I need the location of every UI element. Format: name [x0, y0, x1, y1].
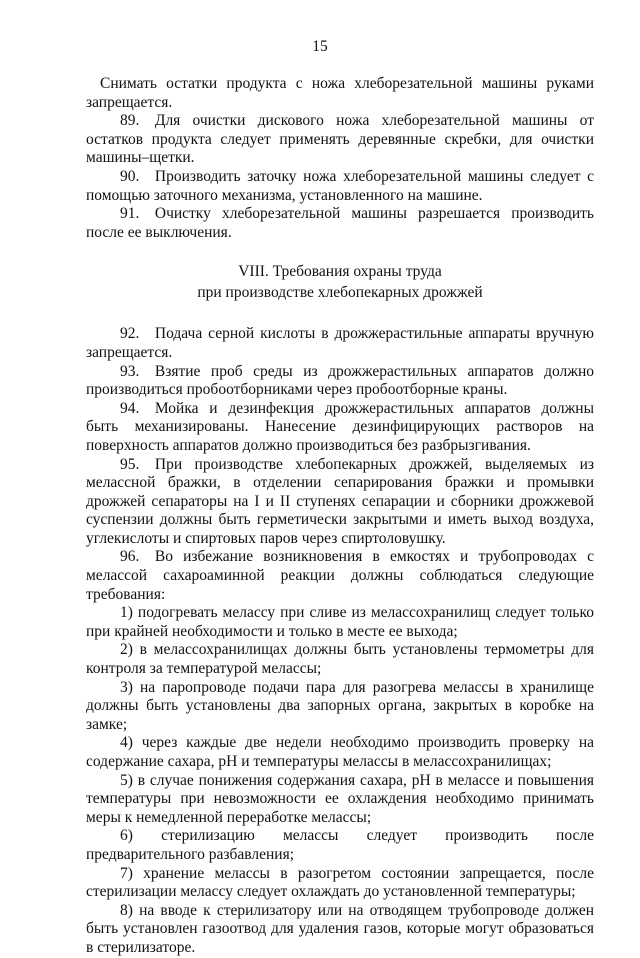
list-item-4: 4) через каждые две недели необходимо производить проверку на содержание сахара, pH и температуры мелассы в мелассохранилищах; [86, 734, 594, 770]
section-heading-line-1: VIII. Требования охраны труда [238, 263, 442, 281]
list-item-2: 2) в мелассохранилищах должны быть установлены термометры для контроля за температурой мелассы; [86, 641, 594, 678]
list-item-1: 1) подогревать мелассу при сливе из мелассохранилищ следует только при крайней необходимости и только в месте ее выхода; [86, 604, 594, 640]
list-item-3: 3) на паропроводе подачи пара для разогрева мелассы в хранилище должны быть установлены два запорных органа, закрытых в коробке на замке; [86, 678, 594, 733]
section-heading [86, 262, 594, 303]
paragraph-96: 96. Во избежание возникновения в емкостях и трубопроводах с мелассой сахароаминной реакции должны соблюдаться следующие требования: [86, 548, 594, 603]
paragraph-92: 92. Подача серной кислоты в дрожжерастильные аппараты вручную запрещается. [86, 325, 594, 361]
paragraph-90: 90. Производить заточку ножа хлеборезательной машины следует с помощью заточного механизма, установленного на машине. [86, 167, 594, 204]
section-heading-line-2: при производстве хлебопекарных дрожжей [197, 283, 483, 301]
paragraph-93: 93. Взятие проб среды из дрожжерастильных аппаратов должно производиться пробоотборниками через пробоотборные краны. [86, 362, 594, 399]
paragraph-88-continued: Снимать остатки продукта с ножа хлеборезательной машины руками запрещается. [86, 75, 594, 111]
list-item-6: 6) стерилизацию мелассы следует производить после предварительного разбавления; [86, 827, 594, 863]
list-item-7: 7) хранение мелассы в разогретом состоянии запрещается, после стерилизации мелассу следует охлаждать до установленной температуры; [86, 864, 594, 901]
paragraph-95: 95. При производстве хлебопекарных дрожжей, выделяемых из мелассной бражки, в отделении сепарирования бражки и промывки дрожжей сепараторы на I и II ступенях сепарации и сборники дрожжевой суспензии должны быть герметически закрытыми и иметь выход воздуха, углекислоты и спиртовых паров через спиртоловушку. [86, 455, 594, 547]
paragraph-91: 91. Очистку хлеборезательной машины разрешается производить после ее выключения. [86, 205, 594, 241]
list-item-5: 5) в случае понижения содержания сахара, pH в мелассе и повышения температуры при невозможности ее охлаждения необходимо принимать меры к немедленной переработке мелассы; [86, 771, 594, 826]
page-number: 15 [312, 38, 328, 55]
paragraph-89: 89. Для очистки дискового ножа хлеборезательной машины от остатков продукта следует применять деревянные скребки, для очистки машины–щетки. [86, 112, 594, 167]
list-item-8: 8) на вводе к стерилизатору или на отводящем трубопроводе должен быть установлен газоотвод для удаления газов, которые могут образоваться в стерилизаторе. [86, 901, 594, 956]
paragraph-94: 94. Мойка и дезинфекция дрожжерастильных аппаратов должны быть механизированы. Нанесение дезинфицирующих растворов на поверхность аппаратов должно производиться без разбрызгивания. [86, 399, 594, 454]
